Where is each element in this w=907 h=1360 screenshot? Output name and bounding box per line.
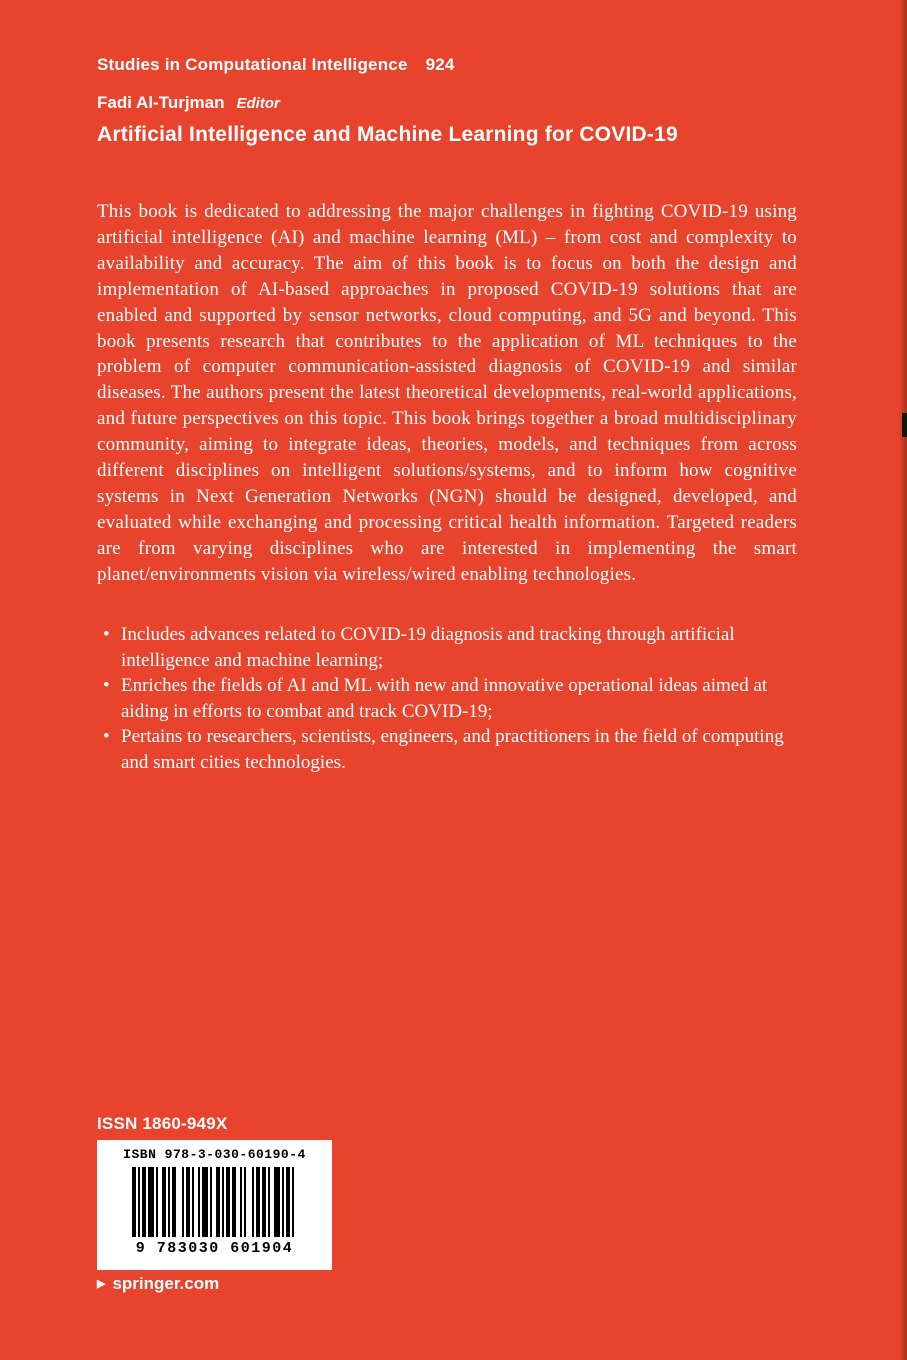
- bullet-text: Includes advances related to COVID-19 diagnosis and tracking through artificial intelligence and machine learning;: [121, 624, 735, 671]
- list-item: [97, 673, 789, 724]
- book-description: This book is dedicated to addressing the major challenges in fighting COVID-19 using artificial intelligence (AI) and machine learning (ML) – from cost and complexity to availability and accuracy. The aim of this book is to focus on both the design and implementation of AI-based approaches in proposed COVID-19 solutions that are enabled and supported by sensor networks, cloud computing, and 5G and beyond. This book presents research that contributes to the application of ML techniques to the problem of computer communication-assisted diagnosis of COVID-19 and similar diseases. The authors present the latest theoretical developments, real-world applications, and future perspectives on this topic. This book brings together a broad multidisciplinary community, aiming to integrate ideas, theories, models, and techniques from across different disciplines on intelligent solutions/systems, and to inform how cognitive systems in Next Generation Networks (NGN) should be designed, developed, and evaluated while exchanging and processing critical health information. Targeted readers are from varying disciplines who are interested in implementing the smart planet/environments vision via wireless/wired enabling technologies.: [97, 201, 797, 585]
- issn-label: ISSN 1860-949X: [97, 1114, 228, 1133]
- edge-mark: [902, 413, 907, 437]
- bullet-icon: •: [103, 675, 110, 697]
- publisher-url: springer.com: [112, 1274, 220, 1293]
- series-title-line: [97, 55, 455, 75]
- series-number: 924: [425, 55, 455, 74]
- bullet-text: Pertains to researchers, scientists, engineers, and practitioners in the field of computing and smart cities technologies.: [121, 726, 784, 773]
- list-item: [97, 724, 789, 775]
- editor-role: Editor: [236, 95, 280, 112]
- highlights-list: [97, 622, 789, 776]
- publisher-line: [97, 1274, 219, 1294]
- list-item: [97, 622, 789, 673]
- series-name: Studies in Computational Intelligence: [97, 55, 408, 74]
- bullet-icon: •: [103, 624, 110, 645]
- author-name: Fadi Al-Turjman: [97, 93, 225, 112]
- isbn-label: ISBN 978-3-030-60190-4: [123, 1147, 306, 1162]
- barcode-bars: [132, 1167, 298, 1237]
- barcode-digits: 9 783030 601904: [135, 1240, 294, 1257]
- page-edge-shadow: [899, 0, 907, 1360]
- bullet-icon: •: [103, 726, 110, 748]
- isbn-barcode-panel: [97, 1140, 332, 1270]
- book-title: Artificial Intelligence and Machine Learning for COVID-19: [97, 123, 678, 146]
- author-line: [97, 93, 280, 113]
- bullet-text: Enriches the fields of AI and ML with new and innovative operational ideas aimed at aiding in efforts to combat and track COVID-19;: [121, 675, 768, 722]
- publisher-arrow-icon: ▶: [97, 1277, 106, 1290]
